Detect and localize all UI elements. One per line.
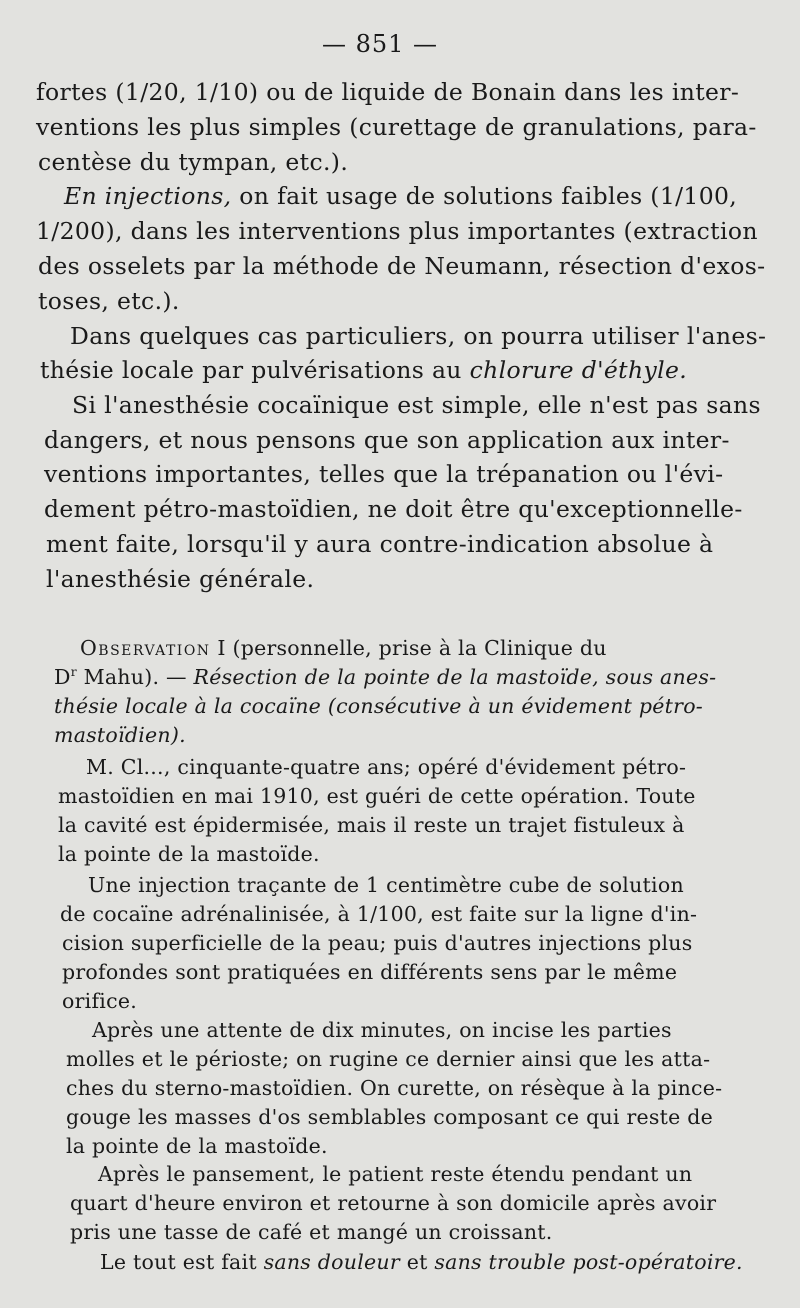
text-line: ventions les plus simples (curettage de granulations, para- bbox=[36, 113, 757, 141]
text-line: Après le pansement, le patient reste étendu pendant un bbox=[98, 1162, 693, 1186]
text-line: fortes (1/20, 1/10) ou de liquide de Bonain dans les inter- bbox=[36, 78, 740, 106]
text-line: M. Cl..., cinquante-quatre ans; opéré d'évidement pétro- bbox=[86, 755, 687, 779]
text-line: molles et le périoste; on rugine ce dernier ainsi que les atta- bbox=[66, 1047, 711, 1071]
text-line: Après une attente de dix minutes, on incise les parties bbox=[92, 1018, 672, 1042]
text-line: Une injection traçante de 1 centimètre cube de solution bbox=[88, 873, 684, 897]
italic-phrase: chlorure d'éthyle. bbox=[469, 356, 688, 384]
text-line: dement pétro-mastoïdien, ne doit être qu'exceptionnelle- bbox=[44, 495, 743, 523]
text-line: quart d'heure environ et retourne à son domicile après avoir bbox=[70, 1191, 717, 1215]
italic-phrase: sans douleur bbox=[263, 1250, 400, 1274]
text-line: toses, etc.). bbox=[38, 287, 180, 315]
text-line: dangers, et nous pensons que son application aux inter- bbox=[44, 426, 730, 454]
text-line: ches du sterno-mastoïdien. On curette, on résèque à la pince- bbox=[66, 1076, 723, 1100]
text-span: D bbox=[54, 665, 71, 689]
text-line bbox=[40, 356, 687, 384]
italic-phrase: Résection de la pointe de la mastoïde, sous anes- bbox=[193, 665, 717, 689]
text-line: la cavité est épidermisée, mais il reste un trajet fistuleux à bbox=[58, 813, 685, 837]
text-line: la pointe de la mastoïde. bbox=[58, 842, 320, 866]
text-line bbox=[100, 1250, 743, 1274]
text-line: ventions importantes, telles que la trépanation ou l'évi- bbox=[44, 460, 724, 488]
text-line: ment faite, lorsqu'il y aura contre-indication absolue à bbox=[46, 530, 714, 558]
text-line bbox=[64, 182, 737, 210]
italic-phrase: En injections, bbox=[64, 182, 232, 210]
text-line: centèse du tympan, etc.). bbox=[38, 148, 349, 176]
text-line: Dans quelques cas particuliers, on pourra utiliser l'anes- bbox=[70, 322, 767, 350]
text-line: l'anesthésie générale. bbox=[46, 565, 315, 593]
text-line: des osselets par la méthode de Neumann, résection d'exos- bbox=[38, 252, 766, 280]
text-line: la pointe de la mastoïde. bbox=[66, 1134, 328, 1158]
text-line: 1/200), dans les interventions plus importantes (extraction bbox=[36, 217, 758, 245]
text-line: orifice. bbox=[62, 989, 137, 1013]
text-line bbox=[54, 665, 716, 689]
small-caps-label: Observation bbox=[80, 636, 211, 660]
text-span: on fait usage de solutions faibles (1/100, bbox=[231, 182, 738, 210]
text-line: thésie locale à la cocaïne (consécutive à un évidement pétro- bbox=[54, 694, 703, 718]
text-line: gouge les masses d'os semblables composant ce qui reste de bbox=[66, 1105, 714, 1129]
italic-phrase: sans trouble post-opératoire. bbox=[434, 1250, 743, 1274]
text-line: cision superficielle de la peau; puis d'autres injections plus bbox=[62, 931, 693, 955]
text-line: mastoïdien). bbox=[54, 723, 186, 747]
page-number: — 851 — bbox=[321, 30, 439, 58]
text-span: Le tout est fait bbox=[100, 1250, 264, 1274]
text-span: thésie locale par pulvérisations au bbox=[40, 356, 470, 384]
text-line: mastoïdien en mai 1910, est guéri de cette opération. Toute bbox=[58, 784, 696, 808]
superscript: r bbox=[70, 665, 77, 680]
observation-heading bbox=[80, 636, 607, 660]
text-line: pris une tasse de café et mangé un croissant. bbox=[70, 1220, 553, 1244]
text-line: Si l'anesthésie cocaïnique est simple, elle n'est pas sans bbox=[72, 391, 761, 419]
text-span: et bbox=[399, 1250, 435, 1274]
text-span: I (personnelle, prise à la Clinique du bbox=[210, 636, 607, 660]
text-line: profondes sont pratiquées en différents sens par le même bbox=[62, 960, 678, 984]
text-line: de cocaïne adrénalinisée, à 1/100, est faite sur la ligne d'in- bbox=[60, 902, 698, 926]
text-span: Mahu). — bbox=[76, 665, 194, 689]
